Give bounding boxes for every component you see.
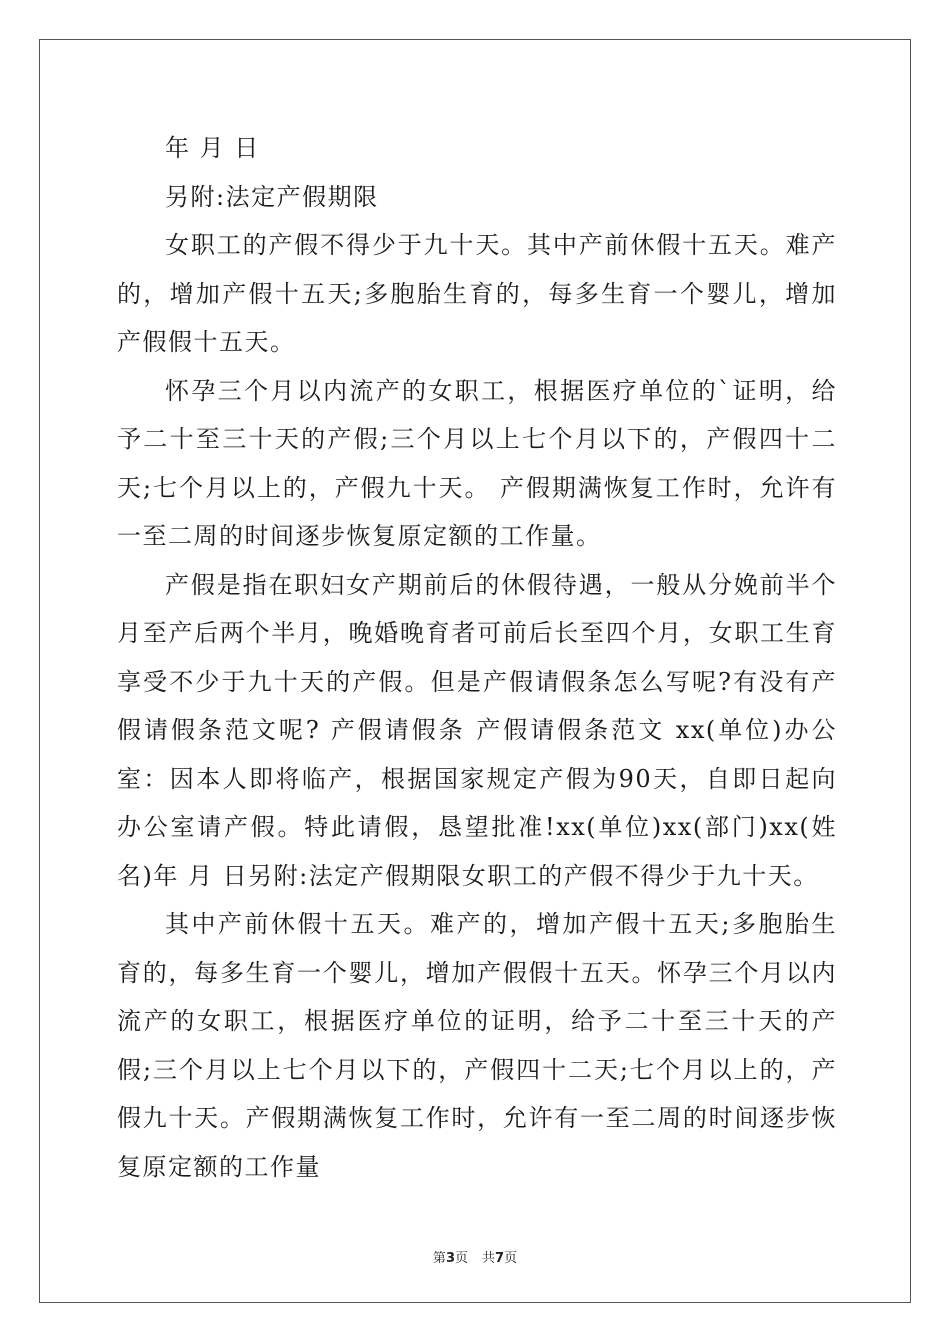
paragraph: 产假是指在职妇女产期前后的休假待遇，一般从分娩前半个月至产后两个半月，晚婚晚育者可前后长至四个月，女职工生育享受不少于九十天的产假。但是产假请假条怎么写呢?有没有产假请假条范文呢? 产假请假条 产假请假条范文 xx(单位)办公室：因本人即将临产，根据国家规定产假为90天，自即日起向办公室请产假。特此请假，恳望批准!xx(单位)xx(部门)xx(姓名)年 月 日另附:法定产假期限女职工的产假不得少于九十天。	[117, 570, 837, 890]
page-total: 7	[495, 1251, 505, 1266]
total-prefix: 共	[482, 1251, 496, 1266]
document-body	[117, 124, 837, 1191]
page-footer	[0, 1247, 950, 1266]
paragraph: 其中产前休假十五天。难产的，增加产假十五天;多胞胎生育的，每多生育一个婴儿，增加产假假十五天。怀孕三个月以内流产的女职工，根据医疗单位的证明，给予二十至三十天的产假;三个月以上七个月以下的，产假四十二天;七个月以上的，产假九十天。产假期满恢复工作时，允许有一至二周的时间逐步恢复原定额的工作量	[117, 910, 837, 1181]
page-suffix: 页	[454, 1251, 468, 1266]
paragraph: 女职工的产假不得少于九十天。其中产前休假十五天。难产的，增加产假十五天;多胞胎生育的，每多生育一个婴儿，增加产假假十五天。	[117, 231, 837, 356]
total-suffix: 页	[504, 1251, 518, 1266]
date-line: 年 月 日	[165, 134, 260, 162]
page-prefix: 第	[432, 1251, 446, 1266]
page-current: 3	[445, 1251, 455, 1266]
paragraph: 怀孕三个月以内流产的女职工，根据医疗单位的`证明，给予二十至三十天的产假;三个月以上七个月以下的，产假四十二天;七个月以上的，产假九十天。 产假期满恢复工作时，允许有一至二周的时间逐步恢复原定额的工作量。	[117, 376, 837, 550]
appendix-heading: 另附:法定产假期限	[165, 182, 379, 211]
